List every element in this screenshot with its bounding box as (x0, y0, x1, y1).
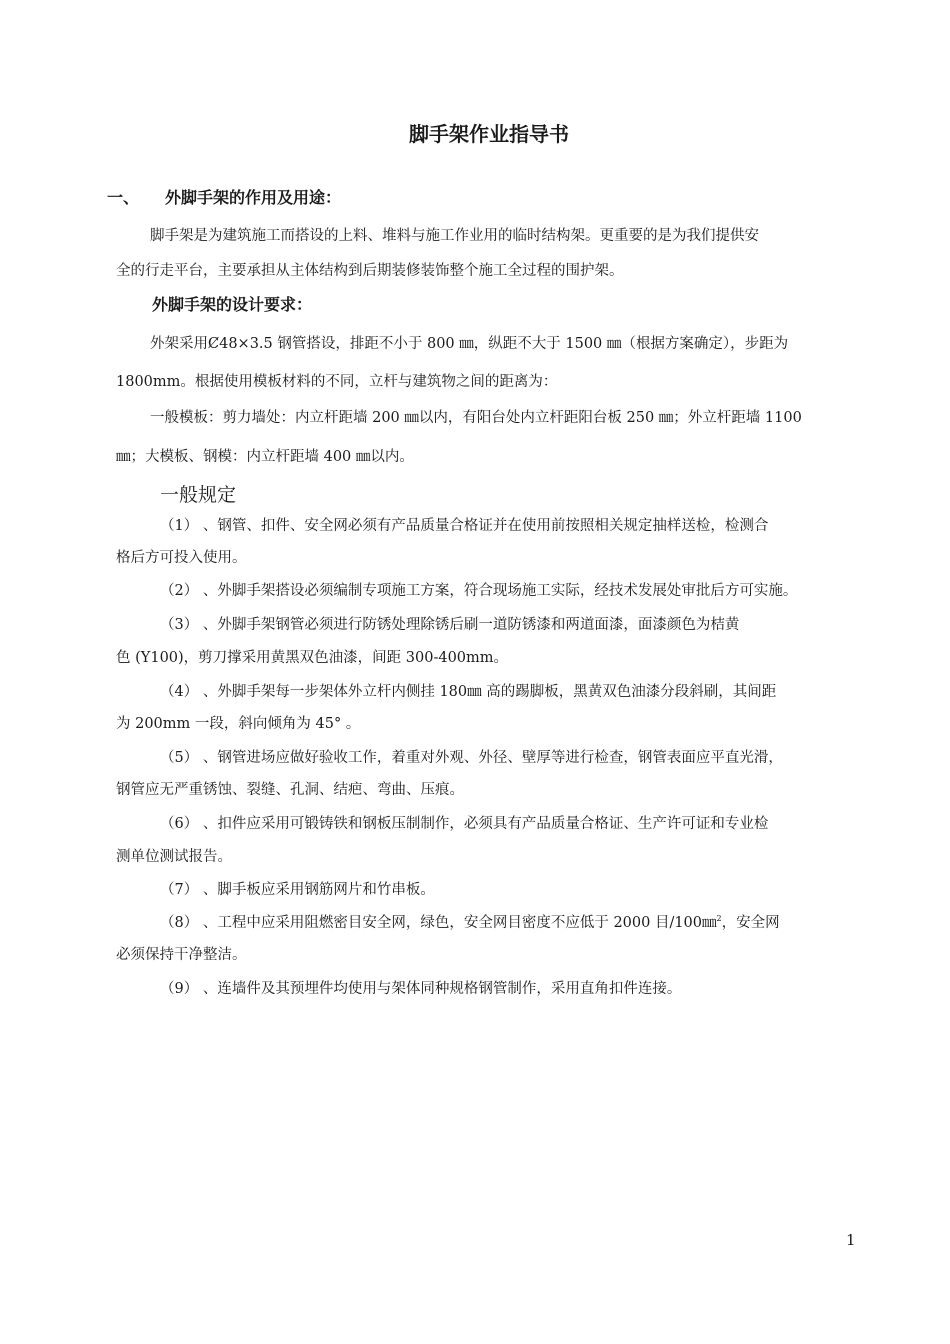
rule-line: 测单位测试报告。 (116, 849, 232, 865)
paragraph-line: 1800mm。根据使用模板材料的不同，立杆与建筑物之间的距离为： (116, 374, 558, 390)
paragraph-line: ㎜；大模板、钢模：内立杆距墙 400 ㎜以内。 (116, 449, 414, 465)
section-heading-general: 一般规定 (160, 484, 237, 506)
rule-line: 钢管应无严重锈蚀、裂缝、孔洞、结疤、弯曲、压痕。 (116, 782, 464, 798)
section-number: 一、 (107, 188, 140, 207)
rule-line: 格后方可投入使用。 (116, 550, 247, 566)
paragraph-line: 脚手架是为建筑施工而搭设的上料、堆料与施工作业用的临时结构架。更重要的是为我们提供安 (150, 228, 759, 244)
paragraph-line: 一般模板：剪力墙处：内立杆距墙 200 ㎜以内，有阳台处内立杆距阳台板 250 ㎜；外立杆距墙 1100 (150, 410, 802, 426)
rule-line: （1） 、钢管、扣件、安全网必须有产品质量合格证并在使用前按照相关规定抽样送检，检测合 (160, 518, 769, 534)
section-heading-role: 外脚手架的作用及用途： (165, 188, 342, 207)
rule-line: 色 (Y100)，剪刀撑采用黄黑双色油漆，间距 300-400mm。 (116, 650, 509, 666)
rule-line: （2） 、外脚手架搭设必须编制专项施工方案，符合现场施工实际，经技术发展处审批后方可实施。 (160, 583, 798, 599)
rule-line: 必须保持干净整洁。 (116, 947, 247, 963)
rule-line: （7） 、脚手板应采用钢筋网片和竹串板。 (160, 882, 435, 898)
section-heading-design: 外脚手架的设计要求： (152, 295, 313, 314)
rule-line (160, 911, 780, 932)
rule-text: ，安全网 (721, 915, 780, 931)
paragraph-line: 外架采用Ȼ48×3.5 钢管搭设，排距不小于 800 ㎜，纵距不大于 1500 ㎜（根据方案确定），步距为 (150, 336, 789, 352)
rule-line: （6） 、扣件应采用可锻铸铁和钢板压制制作，必须具有产品质量合格证、生产许可证和专业检 (160, 816, 769, 832)
rule-line: （5） 、钢管进场应做好验收工作，着重对外观、外径、壁厚等进行检查，钢管表面应平直光滑， (160, 750, 783, 766)
page-title: 脚手架作业指导书 (409, 122, 569, 146)
rule-line: （4） 、外脚手架每一步架体外立杆内侧挂 180㎜ 高的踢脚板，黑黄双色油漆分段斜刷，其间距 (160, 684, 777, 700)
rule-line: （3） 、外脚手架钢管必须进行防锈处理除锈后刷一道防锈漆和两道面漆，面漆颜色为桔黄 (160, 617, 740, 633)
rule-line: 为 200mm 一段，斜向倾角为 45° 。 (116, 716, 361, 732)
page-number: 1 (846, 1231, 856, 1249)
paragraph-line: 全的行走平台，主要承担从主体结构到后期装修装饰整个施工全过程的围护架。 (116, 263, 624, 279)
superscript: 2 (716, 914, 722, 923)
rule-line: （9） 、连墙件及其预埋件均使用与架体同种规格钢管制作，采用直角扣件连接。 (160, 981, 682, 997)
rule-text: （8） 、工程中应采用阻燃密目安全网，绿色，安全网目密度不应低于 2000 目/100㎜ (160, 915, 717, 931)
